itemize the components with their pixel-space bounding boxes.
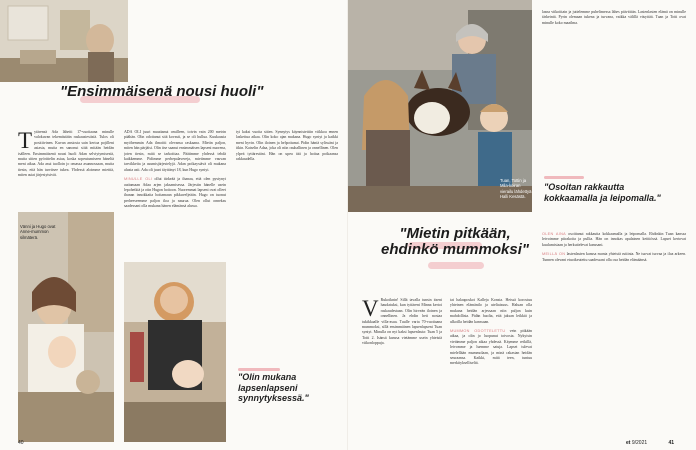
right-col2-p1: tat halaaposkot Kalleja Konsta. Heissä korostuu yhteinen elämänilo ja uteliaisuus. Haluan olla mukana heidän arjessaan niin paljon kuin mahdollista. Pidän huolta, että jaksan leikkiä ja ulkoilla heidän kanssaan. [450, 298, 532, 324]
right-page [348, 0, 696, 450]
right-pull-quote: "Osoitan rakkautta kokkaamalla ja leipomalla." [544, 182, 661, 203]
right-col2-kicker: MUMMON ODOTTELETTU [450, 329, 506, 334]
right-col3-p1: lasna viikoittain ja juttelemme puhelimessa lähes päivittäin. Lastenlasten elämä on minulle tärkeintä. Pyrin olemaan tukena ja turvana, vaikka välillä väsyttää. Tuan ja Totti ovat minulle koko maailma. [542, 10, 686, 25]
drop-cap: T [18, 130, 33, 153]
left-col3-p1: tyi kaksi vuotta sitten. Synnytys käynnistettiin viikkoa ennen laskettua aikaa. Olin koko ajan mukana. Hugo syntyi ja kaikki meni hyvin. Olin iloinen ja helpottunut. Pidin häntä sylissäni ja itkin. Katselin Adaa, joka oli niin rauhallinen ja onnellinen. Olen ylpeä tyttärestäni. Hän on upea äiti ja hoitaa poikaansa rakkaudella. [236, 130, 338, 162]
right-column-two [450, 298, 532, 444]
right-column-one [362, 298, 442, 444]
right-col3-kicker2: MEILLÄ ON [542, 252, 566, 257]
left-headline: "Ensimmäisenä nousi huoli" [60, 83, 264, 100]
right-col2-p2: vein pitkään aikaa, ja olin jo luopunut toivosta. Nykyisin vietämme paljon aikaa yhdessä. Käymme retkillä, leivomme ja luemme satuja. Lapset tulevat mielellään mummolaan, ja minä rakastan heidän seuraansa. Kaikki, mitä teen, tuntuu merkitykselliseltä. [450, 329, 532, 366]
right-col3-p3: lastenlasten kanssa monta yhteistä rutiinia. Ne tuovat turvaa ja iloa arkeen. Tunnen olevani etuoikeutettu saadessani olla osa heidän elämäänsä. [542, 252, 686, 262]
right-column-three-top [542, 10, 686, 130]
right-col1-text: Rukoiknin! Sillä tavalla tunsin itseni haudatuksi, kun tyttäreni Minna kertoi raskaudestaan. Olin hirveän iloinen ja onnellinen. Ja ehdin heti nostaa tukikkaalle villa-asua. Tuulle varta 70-vuotiaana mummoksi, sillä ensimmäinen lapsenlapseni Tuan syntyi. Minulla on nyt kaksi lapsenlasta: Tuan 5 ja Totti 2. Isänsä kanssa vietämme usein yhteisiä viikonloppuja. [362, 298, 442, 346]
left-page-number: 40 [18, 440, 24, 446]
right-quote-brush [544, 176, 584, 179]
right-col3-kicker: OLEN AINA [542, 232, 566, 236]
right-column-three-bottom [542, 232, 686, 432]
living-room-photo [0, 0, 128, 82]
left-col2-p2: ollut tärkeää ja ihanaa, että olen pystynyt auttamaan Adaa arjen jaksamisessa. Järjestin hänelle usein lepohetkiä ja otin Hugon hoitoon. Nuoremmat lapseni ovat olleet ihanan innokkaita hoitamaan pikkuveljeään. Hugo on tuonut perheeseemme paljon iloa ja naurua. Olen ollut onnekas saadessani olla mukana hänen elämänsä alussa. [124, 177, 226, 209]
right-page-number: 41 [668, 440, 675, 446]
right-photo-caption: Tuan, Tottin ja Mila-koiran vierailu lähdettyä Halli Kesästä. [500, 178, 532, 200]
intro-column [18, 130, 114, 210]
intro-text: ytärensä Ada lähetti 17-vuotiaana minulle valokuvan tekemästään raskaustestistä. Tulos oli positiivinen. Kuvan ansiosta sain kertoa pojilleni asiasta, mutta en sanonut siitä mitään heidän isälleen. Ensimmäisenä nousi huoli Adan selviytymisestä, mutta sitten pyörittelin asiaa, koska sopeutumiseen häneltä meni aikaa. Ada asui tuolloin jo omassa asunnossaan, mutta tiesin, että hän tarvitsee tukea. Yhdessä aloimme miettiä, miten asiat järjestyisivät. [18, 130, 114, 178]
right-folio [626, 440, 674, 446]
right-drop-cap: V [362, 298, 379, 321]
brand-mark: et [626, 440, 631, 446]
left-column-two [124, 130, 226, 260]
left-quote-brush [238, 368, 280, 371]
left-col2-p1: ADA OLI juuri muuttanut omilleen, toivin vain 200 metrin päähän. Olin odottanut sitä kovasti, ja se oli hullua. Kuukausia myöhemmin Ada ilmoitti olevansa raskaana. Mietin paljon, miten hän pärjäisi. Olin itse saanut ensimmäisen lapseni nuorena, joten tiesin, mitä se tarkoittaa. Päätimme yhdessä tehdä kaikkemme. Pidimme perhepalavereja, mietimme vauvan tarvikkeita ja asumisjärjestelyjä. Adan poikaystävä oli mukana alusta asti. Ada oli juuri täyttänyt 18, kun Hugo syntyi. [124, 130, 226, 172]
right-headline: "Mietin pitkään, ehdinkö mummoksi" [381, 225, 529, 258]
left-photo-caption: Vänni ja Hugo ovat Anne-mummon silmäterä. [20, 224, 56, 240]
grandmother-photo [124, 262, 226, 442]
left-pull-quote: "Olin mukana lapsenlapseni synnytyksessä." [238, 372, 309, 403]
right-col3-p2: osoittanut rakkautta kokkaamalla ja leipomalla. Ehdinkin Tuan kanssa leivoimme piirakoita ja pullia. Hän on innokas apulainen keittiössä. Lapset kertovat kuulumisiaan ja herkuttelevat kanssani. [542, 232, 686, 247]
left-column-three [236, 130, 338, 280]
issue-number: 9/2021 [631, 440, 648, 446]
left-col2-kicker: MINULLE OLI [124, 177, 153, 182]
mother-baby-photo [18, 212, 114, 442]
right-headline-brush-2 [428, 262, 484, 269]
